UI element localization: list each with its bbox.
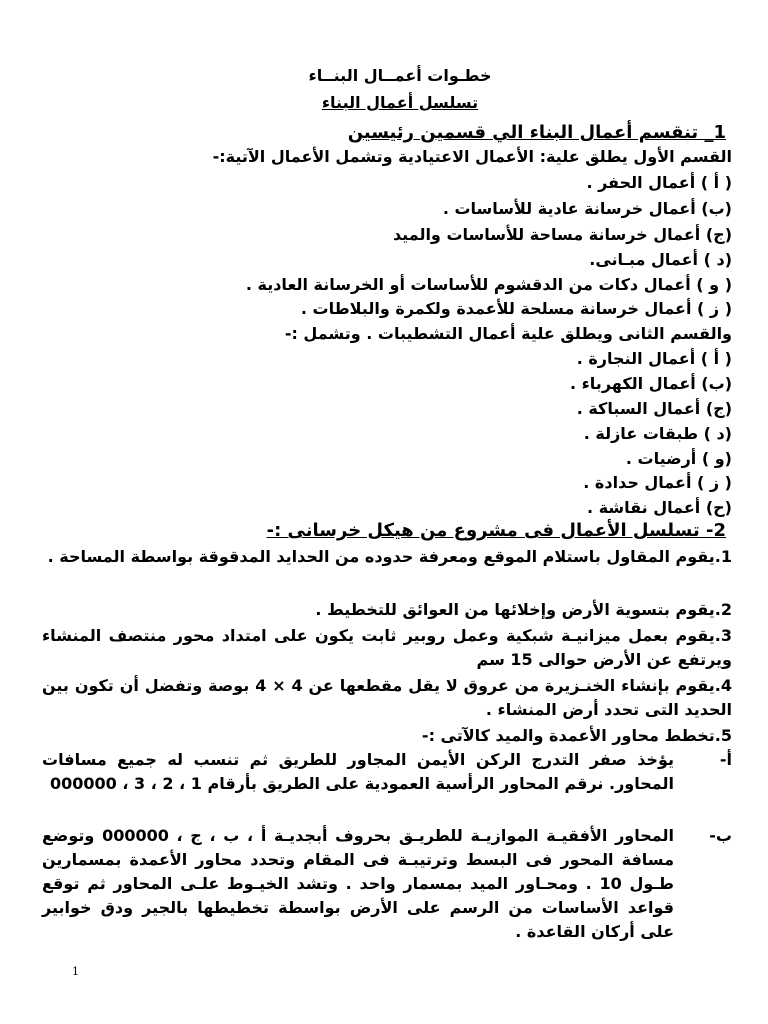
list-item: (ح) أعمال نقاشة . bbox=[587, 498, 732, 517]
list-item: ( أ ) أعمال الحفر . bbox=[586, 173, 732, 192]
step-2: 2.يقوم بتسوية الأرض وإخلائها من العوائق للتخطيط . bbox=[315, 600, 732, 619]
section2-heading: 2- تسلسل الأعمال فى مشروع من هيكل خرسانى :- bbox=[266, 520, 726, 541]
list-item: ( ز ) أعمال حدادة . bbox=[583, 473, 732, 492]
sub-item-text: المحاور الأفقيـة الموازيـة للطريـق بحروف أبجديـة أ ، ب ، ج ، 000000 وتوضع مسافة المحور فى البسط وترتيبـة فى المقام وتحدد محاور الأعمدة بمسمارين طـول 10 . ومحـاور الميد بمسمار واحد . وتشد الخيـوط علـى المحاور ثم توقع قواعد الأساسات من الرسم على الأرض بواسطة تخطيطها بالجير ودق خوابير على أركان القاعدة . bbox=[42, 826, 674, 941]
sub-item-b bbox=[42, 824, 732, 944]
list-item: (و ) أرضيات . bbox=[625, 449, 732, 468]
list-item: ( أ ) أعمال النجارة . bbox=[576, 349, 732, 368]
sub-item-a bbox=[42, 748, 732, 796]
sub-item-marker: ب- bbox=[709, 826, 732, 845]
list-item: ( و ) أعمال دكات من الدقشوم للأساسات أو الخرسانة العادية . bbox=[245, 275, 732, 294]
page-number: 1 bbox=[72, 965, 79, 978]
part1-intro: القسم الأول يطلق علية: الأعمال الاعتيادية وتشمل الأعمال الآتية:- bbox=[212, 147, 732, 166]
list-item: (ب) أعمال الكهرباء . bbox=[569, 374, 732, 393]
step-5: 5.تخطط محاور الأعمدة والميد كالآتى :- bbox=[421, 726, 732, 745]
sub-item-marker: أ- bbox=[719, 750, 732, 769]
list-item: (ج) أعمال خرسانة مساحة للأساسات والميد bbox=[392, 225, 732, 244]
list-item: (ج) أعمال السباكة . bbox=[576, 399, 732, 418]
document-title: خطـوات أعمــال البنــاء bbox=[308, 66, 492, 85]
step-4: 4.يقوم بإنشاء الخنـزيرة من عروق لا يقل مقطعها عن 4 × 4 بوصة وتفضل أن تكون بين الحديد التى تحدد أرض المنشاء . bbox=[42, 676, 733, 719]
list-item: (ب) أعمال خرسانة عادية للأساسات . bbox=[442, 199, 732, 218]
step-1: 1.يقوم المقاول باستلام الموقع ومعرفة حدوده من الحدايد المدقوقة بواسطة المساحة . bbox=[47, 547, 732, 566]
section1-heading: 1_ تنقسم أعمال البناء الي قسمين رئيسين bbox=[347, 122, 726, 143]
part2-intro: والقسم الثانى ويطلق علية أعمال التشطيبات . وتشمل :- bbox=[284, 324, 732, 343]
list-item: ( ز ) أعمال خرسانة مسلحة للأعمدة ولكمرة والبلاطات . bbox=[300, 299, 732, 318]
document-subtitle: تسلسل أعمال البناء bbox=[321, 93, 479, 112]
list-item: (د ) أعمال مبـانى. bbox=[589, 250, 732, 269]
sub-item-text: يؤخذ صفر التدرج الركن الأيمن المجاور للطريق ثم تنسب له جميع مسافات المحاور. نرقم المحاور الرأسية العمودية على الطريق بأرقام 1 ، 2 ، 3 ، 000000 bbox=[42, 750, 674, 793]
list-item: (د ) طبقات عازلة . bbox=[583, 424, 732, 443]
step-3: 3.يقوم بعمل ميزانيـة شبكية وعمل روبير ثابت يكون على امتداد محور منتصف المنشاء ويرتفع عن الأرض حوالى 15 سم bbox=[42, 626, 732, 669]
